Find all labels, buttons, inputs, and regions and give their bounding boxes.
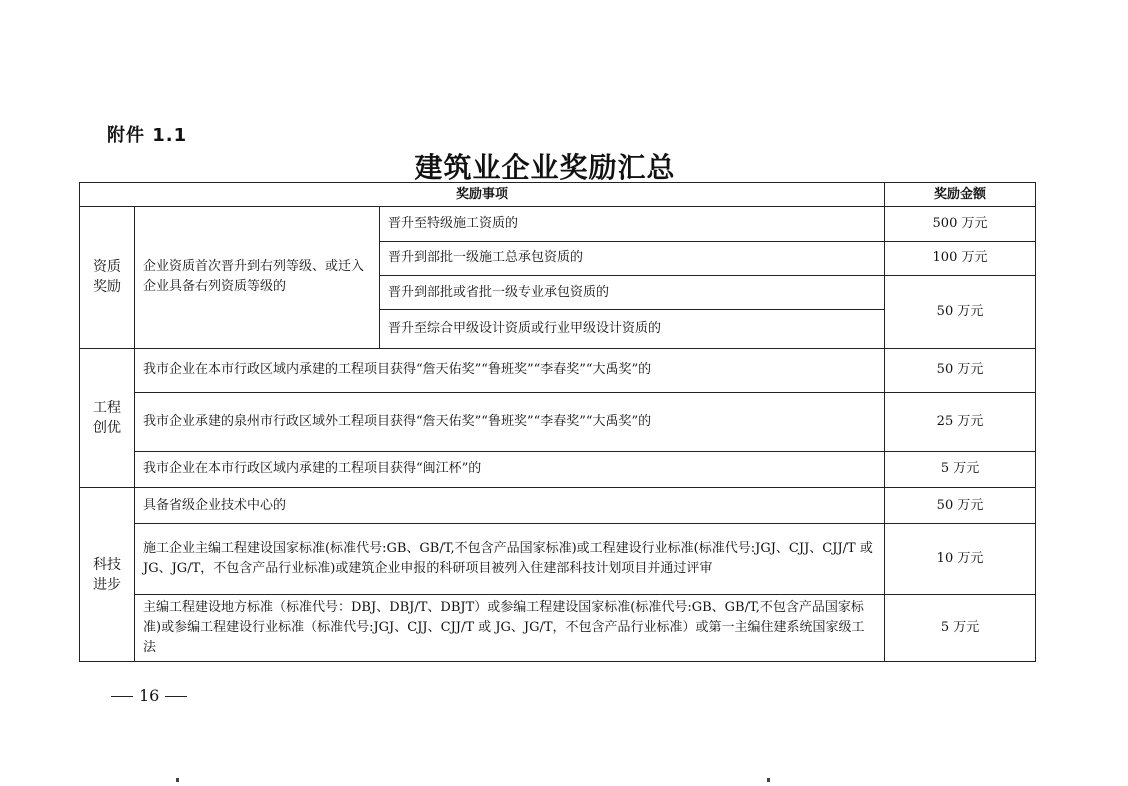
row-amount: 50 万元	[885, 275, 1036, 348]
table-row	[80, 488, 1036, 524]
row-amount: 10 万元	[885, 524, 1036, 595]
table-row	[80, 451, 1036, 487]
category-qualification: 资质奖励	[80, 207, 135, 348]
row-item: 我市企业承建的泉州市行政区域外工程项目获得“詹天佑奖”“鲁班奖”“李春奖”“大禹奖”的	[135, 393, 885, 452]
attachment-label: 附件 1.1	[107, 125, 188, 146]
row-amount: 100 万元	[885, 241, 1036, 275]
row-item: 我市企业在本市行政区域内承建的工程项目获得“闽江杯”的	[135, 451, 885, 487]
row-amount: 5 万元	[885, 595, 1036, 662]
page-title: 建筑业企业奖励汇总	[414, 151, 676, 184]
table-row	[80, 393, 1036, 452]
page-number-value: 16	[139, 686, 160, 705]
row-amount: 5 万元	[885, 451, 1036, 487]
row-item: 晋升至综合甲级设计资质或行业甲级设计资质的	[380, 310, 885, 348]
row-item: 主编工程建设地方标准（标准代号：DBJ、DBJ/T、DBJT）或参编工程建设国家标准(标准代号:GB、GB/T,不包含产品国家标准)或参编工程建设行业标准（标准代号:JGJ、CJJ、CJJ/T 或 JG、JG/T，不包含产品行业标准）或第一主编住建系统国家级工法	[135, 595, 885, 662]
table-row	[80, 207, 1036, 241]
table-row	[80, 524, 1036, 595]
row-amount: 25 万元	[885, 393, 1036, 452]
header-amount: 奖励金额	[885, 183, 1036, 207]
scan-speck	[176, 778, 179, 782]
row-item: 晋升至特级施工资质的	[380, 207, 885, 241]
row-item: 我市企业在本市行政区域内承建的工程项目获得“詹天佑奖”“鲁班奖”“李春奖”“大禹奖”的	[135, 348, 885, 392]
scan-speck	[767, 778, 770, 782]
row-amount: 500 万元	[885, 207, 1036, 241]
category-engineering: 工程创优	[80, 348, 135, 487]
row-item: 具备省级企业技术中心的	[135, 488, 885, 524]
row-item: 晋升到部批一级施工总承包资质的	[380, 241, 885, 275]
qualification-condition: 企业资质首次晋升到右列等级、或迁入企业具备右列资质等级的	[135, 207, 380, 348]
dash-left	[111, 696, 133, 697]
dash-right	[165, 696, 187, 697]
row-item: 晋升到部批或省批一级专业承包资质的	[380, 275, 885, 309]
row-item: 施工企业主编工程建设国家标准(标准代号:GB、GB/T,不包含产品国家标准)或工程建设行业标准(标准代号:JGJ、CJJ、CJJ/T 或 JG、JG/T，不包含产品行业标准)或建筑企业申报的科研项目被列入住建部科技计划项目并通过评审	[135, 524, 885, 595]
row-amount: 50 万元	[885, 488, 1036, 524]
table-row	[80, 348, 1036, 392]
row-amount: 50 万元	[885, 348, 1036, 392]
page-number	[105, 686, 193, 705]
table-row	[80, 595, 1036, 662]
table-header-row	[80, 183, 1036, 207]
reward-table	[79, 182, 1036, 662]
category-technology: 科技进步	[80, 488, 135, 662]
header-item: 奖励事项	[80, 183, 885, 207]
